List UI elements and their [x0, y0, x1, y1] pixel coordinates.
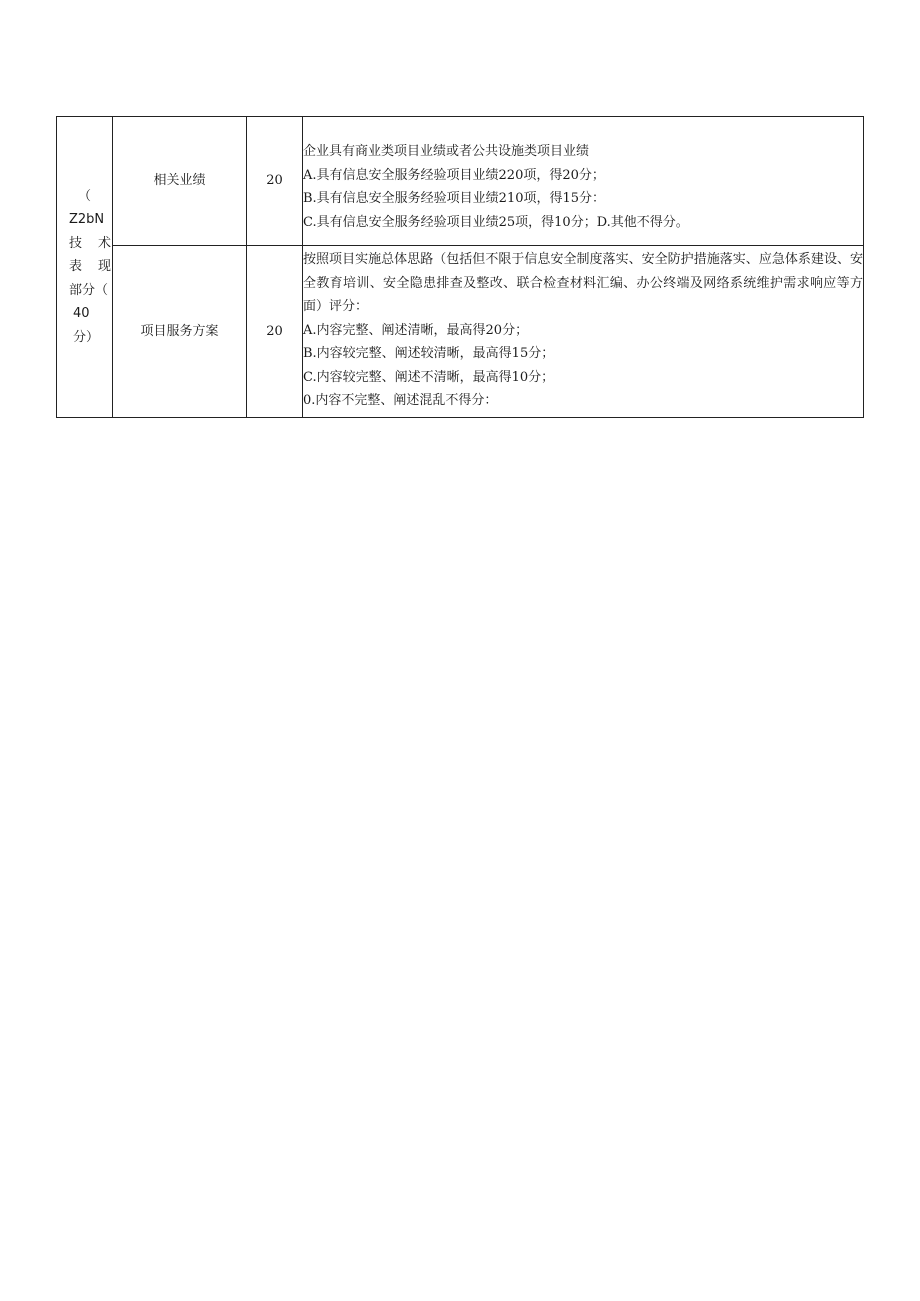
criteria-line: C.具有信息安全服务经验项目业绩25项，得10分；D.其他不得分。 — [303, 214, 689, 230]
criteria-line: 0.内容不完整、阐述混乱不得分： — [303, 393, 498, 408]
category-line: 分） — [73, 329, 100, 345]
score-cell: 20 — [247, 246, 303, 418]
score-cell: 20 — [247, 117, 303, 246]
category-char: 现 — [97, 259, 111, 274]
criteria-cell — [303, 117, 864, 246]
category-line: 部分（ — [69, 282, 109, 298]
criteria-line: A.内容完整、阐述清晰，最高得20分； — [303, 322, 529, 338]
criteria-cell — [303, 246, 864, 418]
criteria-line: B.具有信息安全服务经验项目业绩210项，得15分： — [303, 191, 606, 206]
criteria-intro: 按照项目实施总体思路（包括但不限于信息安全制度落实、安全防护措施落实、应急体系建设、安全教育培训、安全隐患排查及整改、联合检查材料汇编、办公终端及网络系统维护需求响应等方面）评分： — [303, 252, 863, 314]
category-line: （ — [77, 188, 91, 204]
criteria-line: 企业具有商业类项目业绩或者公共设施类项目业绩 — [303, 144, 590, 159]
table-row-related-performance — [57, 117, 864, 246]
category-cell — [57, 117, 113, 418]
category-line — [57, 232, 112, 256]
category-line: 40 — [73, 306, 90, 321]
table-row-service-plan — [57, 246, 864, 418]
category-line — [57, 255, 112, 279]
criteria-line: C.内容较完整、阐述不清晰，最高得10分； — [303, 369, 555, 385]
category-char: 技 — [69, 235, 83, 251]
criteria-line: A.具有信息安全服务经验项目业绩220项，得20分； — [303, 167, 605, 183]
scoring-table — [56, 116, 864, 418]
category-char: 术 — [97, 235, 111, 251]
criteria-line: B.内容较完整、阐述较清晰，最高得15分； — [303, 346, 555, 361]
category-char: 表 — [69, 259, 83, 274]
item-name-cell: 项目服务方案 — [113, 246, 247, 418]
item-name-cell: 相关业绩 — [113, 117, 247, 246]
category-line: Z2bN — [69, 212, 105, 227]
